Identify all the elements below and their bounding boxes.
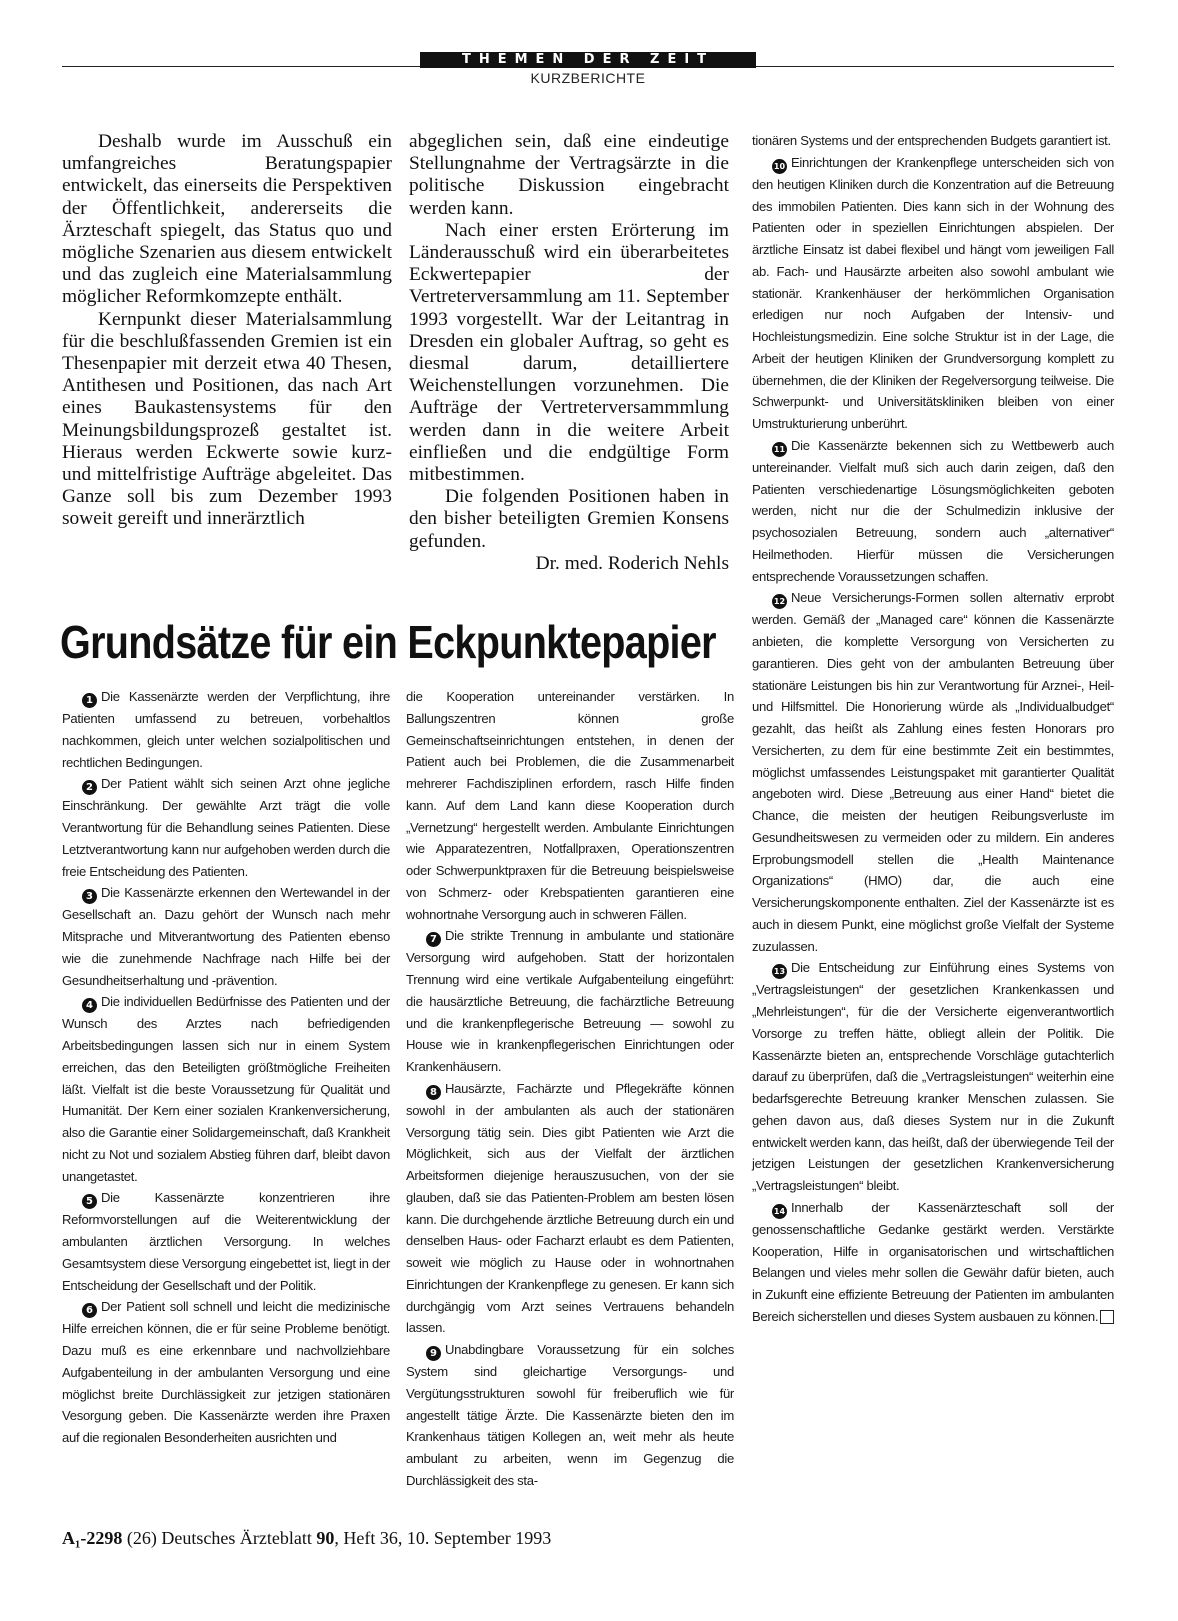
section-band: THEMEN DER ZEIT xyxy=(420,52,756,68)
intro-paragraph: Kernpunkt dieser Materialsammlung für die beschlußfassenden Gremien ist ein Thesenpapier mit derzeit etwa 40 Thesen, Antithesen und Positionen, das nach Art eines Baukastensystems für den Meinungsbildungsprozeß gestaltet ist. Hieraus werden Eckwerte sowie kurz- und mittelfristige Aufträge abgeleitet. Das Ganze soll bis zum Dezember 1993 soweit gereift und innerärztlich xyxy=(62,308,392,530)
point-number-badge: 1 xyxy=(82,693,97,708)
point-item xyxy=(406,1078,734,1339)
point-text: Innerhalb der Kassenärzteschaft soll der genossenschaftliche Gedanke gestärkt werden. Verstärkte Kooperation, Hilfe in organisatorischen und wirtschaftlichen Belangen und vieles mehr sollen die Gewähr dafür bieten, auch in Zukunft eine effiziente Betreuung der Patienten im ambulanten Bereich sicherstellen und dieses System ausbauen zu können. xyxy=(752,1199,1114,1324)
point-item xyxy=(62,991,390,1187)
intro-paragraph: abgeglichen sein, daß eine eindeutige Stellungnahme der Vertragsärzte in die politische Diskussion eingebracht werden kann. xyxy=(409,131,729,219)
point-number-badge: 8 xyxy=(426,1085,441,1100)
intro-column-left xyxy=(62,131,392,531)
section-subtitle: KURZBERICHTE xyxy=(530,70,646,86)
point-number-badge: 13 xyxy=(772,964,787,979)
point-text: Die Kassenärzte bekennen sich zu Wettbewerb auch untereinander. Vielfalt muß sich auch darin zeigen, daß den Patienten verschiedenartige Lösungsmöglichkeiten geboten werden, nicht nur die der Schulmedizin inklusive der psychosozialen Betreuung, sondern auch „alternativer“ Heilmethoden. Hierfür müssen die Versicherungen entsprechende Voraussetzungen schaffen. xyxy=(752,437,1114,584)
point-item xyxy=(752,152,1114,435)
point-text: Die individuellen Bedürfnisse des Patienten und der Wunsch des Arztes nach befriedigenden Arbeitsbedingungen lassen sich nur in einem System erreichen, das den Beteiligten größtmögliche Freiheiten läßt. Vielfalt ist die beste Voraussetzung für Qualität und Humanität. Der Kern einer sozialen Krankenversicherung, also die Garantie einer Solidargemeinschaft, daß Krankheit nicht zu Not und sozialem Abstieg führen darf, bleibt davon unangetastet. xyxy=(62,994,390,1184)
point-item xyxy=(752,957,1114,1197)
point-text: Hausärzte, Fachärzte und Pflegekräfte können sowohl in der ambulanten als auch der stationären Versorgung tätig sein. Dies gibt Patienten wie Arzt die Möglichkeit, sich aus der Vielfalt der ärztlichen Arbeitsformen diejenige herauszusuchen, von der sie glauben, daß sie das Patienten-Problem am besten lösen kann. Die durchgehende ärztliche Betreuung durch ein und denselben Haus- oder Facharzt erlaubt es dem Patienten, soweit wie möglich zu Hause oder in wohnortnahen Einrichtungen der Krankenpflege zu genesen. Er kann sich durchgängig vom Arzt seines Vertrauens behandeln lassen. xyxy=(406,1080,734,1336)
intro-paragraph: Deshalb wurde im Ausschuß ein umfangreiches Beratungspapier entwickelt, das einerseits die Perspektiven der Öffentlichkeit, andererseits die Ärzteschaft spiegelt, das Status quo und mögliche Szenarien aus diesem entwickelt und das zugleich eine Materialsammlung möglicher Reformkomzepte enthält. xyxy=(62,131,392,308)
page-number: (26) xyxy=(126,1528,157,1548)
point-number-badge: 7 xyxy=(426,932,441,947)
point-number-badge: 14 xyxy=(772,1204,787,1219)
point-text: Die strikte Trennung in ambulante und stationäre Versorgung wird aufgehoben. Statt der horizontalen Trennung wird eine vertikale Aufgabenteilung eingeführt: die hausärztliche Betreuung, die fachärztliche Betreuung und die krankenpflegerische Betreuung — sowohl zu House wie in krankenpflegerischen Einrichtungen oder Krankenhäusern. xyxy=(406,928,734,1074)
points-column-1 xyxy=(62,686,390,1449)
point-number-badge: 4 xyxy=(82,998,97,1013)
point-item xyxy=(752,1197,1114,1328)
point-number-badge: 9 xyxy=(426,1346,441,1361)
point-text: Der Patient soll schnell und leicht die medizinische Hilfe erreichen können, die er für seine Probleme benötigt. Dazu muß es eine erkennbare und nachvollziehbare Aufgabenteilung in der ambulanten Versorgung und eine möglichst breite Durchlässigkeit zur jetzigen stationären Vesorgung geben. Die Kassenärzte werden ihre Praxen auf die regionalen Besonderheiten ausrichten und xyxy=(62,1299,390,1445)
point-text: Neue Versicherungs-Formen sollen alternativ erprobt werden. Gemäß der „Managed care“ können die Kassenärzte anbieten, die komplette Versorgung von Versicherten zu garantieren. Dies geht von der ambulanten Betreuung über stationäre Leistungen bis hin zur Verantwortung für Arznei-, Heil- und Hilfsmittel. Die Honorierung würde als „Individualbudget“ gezahlt, das heißt als Zahlung eines festen Honorars pro Versicherten, zu dem für eine bestimmte Zeit ein bestimmtes, möglichst umfassendes Leistungspaket mit garantierter Qualität angeboten wird. Diese „Betreuung aus einer Hand“ bietet die Chance, die meisten der heutigen Reibungsverluste im Gesundheitswesen zu vermeiden oder zu mildern. Ein anderes Erprobungsmodell stellen die „Health Maintenance Organizations“ (HMO) dar, die auch eine Versicherungskomponente enthalten. Ziel der Kassenärzte ist es auch in diesem Punkt, eine möglichst große Vielfalt der Systeme zuzulassen. xyxy=(752,590,1114,954)
article-heading: Grundsätze für ein Eckpunktepapier xyxy=(60,616,716,668)
end-of-article-square-icon xyxy=(1100,1310,1114,1324)
point-text: Unabdingbare Voraussetzung für ein solches System sind gleichartige Versorgungs- und Vergütungsstrukturen sowohl für freiberuflich wie für angestellt tätige Ärzte. Die Kassenärzte bieten den im Krankenhaus tätigen Kollegen an, weit mehr als heute ambulant zu arbeiten, wenn im Gegenzug die Durchlässigkeit des sta- xyxy=(406,1342,734,1488)
page-code: A₁-2298 xyxy=(62,1528,123,1548)
intro-column-middle xyxy=(409,131,729,575)
point-item xyxy=(62,773,390,882)
point-text: Die Kassenärzte werden der Verpflichtung, ihre Patienten umfassend zu betreuen, vorbehaltlos nachkommen, gleich unter welchen sozialpolitischen und rechtlichen Bedingungen. xyxy=(62,689,390,770)
point-item xyxy=(406,925,734,1078)
point-continuation: tionären Systems und der entsprechenden Budgets garantiert ist. xyxy=(752,133,1111,148)
points-column-2 xyxy=(406,686,734,1492)
point-text: Der Patient wählt sich seinen Arzt ohne jegliche Einschränkung. Der gewählte Arzt trägt die volle Verantwortung für die Behandlung seines Patienten. Diese Letztverantwortung kann nur aufgehoben werden durch die freie Entscheidung des Patienten. xyxy=(62,776,390,879)
point-continuation: die Kooperation untereinander verstärken. In Ballungszentren können große Gemeinschaftseinrichtungen entstehen, in denen der Patient auch bei Problemen, die die Zusammenarbeit mehrerer Fachdisziplinen erfordern, rasch Hilfe finden kann. Auf dem Land kann diese Kooperation durch „Vernetzung“ hergestellt werden. Ambulante Einrichtungen wie Apparatezentren, Notfallpraxen, Operationszentren oder Schwerpunktpraxen für die Betreuung beispielsweise von Schmerz- oder Krebspatienten garantieren eine wohnortnahe Versorgung auch in schweren Fällen. xyxy=(406,689,734,922)
point-item xyxy=(62,686,390,773)
issue-info: , Heft 36, 10. September 1993 xyxy=(334,1528,552,1548)
point-item xyxy=(752,435,1114,588)
page-footer xyxy=(62,1528,762,1549)
point-item xyxy=(406,1339,734,1492)
journal-volume: 90 xyxy=(316,1528,335,1548)
intro-paragraph: Nach einer ersten Erörterung im Länderausschuß wird ein überarbeitetes Eckwertepapier der Vertreterversammlung am 11. September 1993 vorgestellt. War der Leitantrag in Dresden ein globaler Auftrag, so geht es diesmal darum, detailliertere Weichenstellungen vorzunehmen. Die Aufträge der Vertreterversammmlung werden dann in die weitere Arbeit einfließen und die endgültige Form mitbestimmen. xyxy=(409,219,729,486)
point-number-badge: 11 xyxy=(772,442,787,457)
point-item xyxy=(62,1187,390,1296)
point-number-badge: 10 xyxy=(772,159,787,174)
journal-name: Deutsches Ärzteblatt xyxy=(161,1528,312,1548)
point-text: Die Kassenärzte konzentrieren ihre Reformvorstellungen auf die Weiterentwicklung der ambulanten ärztlichen Versorgung. In welches Gesamtsystem diese Versorgung eingebettet ist, liegt in der Entscheidung der Gesellschaft und der Politik. xyxy=(62,1190,391,1293)
point-text: Einrichtungen der Krankenpflege unterscheiden sich von den heutigen Kliniken durch die Konzentration auf die Betreuung des immobilen Patienten. Dies kann sich in der Wohnung des Patienten oder in speziellen Einrichtungen abspielen. Der ärztliche Einsatz ist dabei flexibel und hängt vom jeweiligen Fall ab. Fach- und Hausärzte arbeiten also sowohl ambulant wie stationär. Krankenhäuser der herkömmlichen Organisation erledigen nur noch Aufgaben der Intensiv- und Hochleistungsmedizin. Eine solche Struktur ist in der Lage, die Arbeit der heutigen Kliniken der Grundversorgung komplett zu übernehmen, die der Kliniken der Regelversorgung teilweise. Die Schwerpunkt- und Universitätskliniken bleiben von einer Umstrukturierung unberührt. xyxy=(752,154,1114,431)
point-item xyxy=(62,1296,390,1449)
point-item xyxy=(62,882,390,991)
point-number-badge: 2 xyxy=(82,780,97,795)
point-number-badge: 5 xyxy=(82,1194,97,1209)
point-number-badge: 12 xyxy=(772,594,787,609)
point-item xyxy=(752,587,1114,957)
point-text: Die Kassenärzte erkennen den Wertewandel in der Gesellschaft an. Dazu gehört der Wunsch nach mehr Mitsprache und Mitverantwortung des Patienten ebenso wie die zunehmende Nachfrage nach Hilfe bei der Gesundheitserhaltung und -prävention. xyxy=(62,885,390,988)
intro-paragraph: Die folgenden Positionen haben in den bisher beteiligten Gremien Konsens gefunden. xyxy=(409,486,729,552)
point-number-badge: 6 xyxy=(82,1303,97,1318)
author-signature: Dr. med. Roderich Nehls xyxy=(535,552,729,574)
point-text: Die Entscheidung zur Einführung eines Systems von „Vertragsleistungen“ der gesetzlichen Krankenkassen und „Mehrleistungen“, für die der Versicherte eigenverantwortlich Vorsorge zu treffen hätte, obliegt allein der Politik. Die Kassenärzte bieten an, entsprechende Vorschläge gutachterlich darauf zu überprüfen, daß die „Vertragsleistungen“ weiterhin eine bedarfsgerechte Betreuung kranker Menschen zulassen. Sie gehen davon aus, daß dieses System nur in die Zukunft entwickelt werden kann, das heißt, daß der überwiegende Teil der jetzigen Leistungen der gesetzlichen Krankenversicherung „Vertragsleistungen“ bleibt. xyxy=(752,960,1114,1193)
point-number-badge: 3 xyxy=(82,889,97,904)
points-column-3 xyxy=(752,130,1114,1328)
